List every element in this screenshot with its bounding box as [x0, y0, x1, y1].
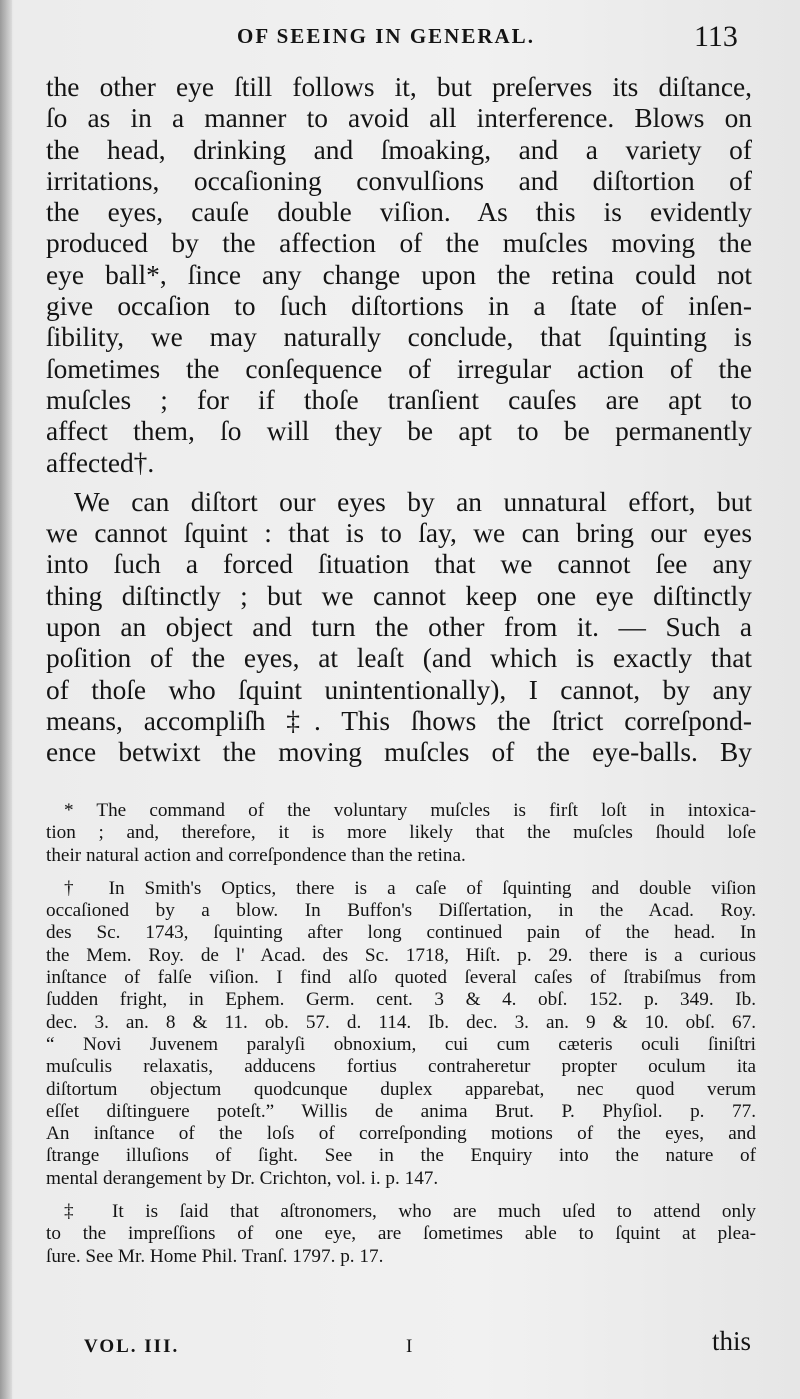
footnote-line: ſure. See Mr. Home Phil. Tranſ. 1797. p. 17.: [46, 1245, 384, 1267]
text-line: affected†.: [46, 447, 155, 478]
text-line: the eyes, cauſe double viſion. As this is evidently: [46, 197, 752, 228]
footnote-line: ſtrange illuſions of ſight. See in the Enquiry into the nature of: [46, 1145, 756, 1167]
text-line: eye ball*, ſince any change upon the retina could not: [46, 259, 752, 290]
footnote-line: An inſtance of the loſs of correſponding motions of the eyes, and: [46, 1123, 756, 1145]
footnote-line: des Sc. 1743, ſquinting after long continued pain of the head. In: [46, 922, 756, 944]
footnote-line: eſſet diſtinguere poteſt.” Willis de anima Brut. P. Phyſiol. p. 77.: [46, 1100, 756, 1122]
text-line: means, accompliſh ‡. This ſhows the ſtrict correſpond-: [46, 705, 752, 736]
text-line: ence betwixt the moving muſcles of the eye-balls. By: [46, 737, 752, 768]
text-line: the other eye ſtill follows it, but preſerves its diſtance,: [46, 72, 752, 102]
page-number: 113: [694, 20, 738, 53]
catchword: this: [712, 1326, 752, 1356]
text-line: muſcles ; for if thoſe tranſient cauſes are apt to: [46, 384, 752, 415]
paragraph-1: [46, 72, 752, 479]
text-line: produced by the affection of the muſcles moving the: [46, 228, 752, 259]
footnote-line: to the impreſſions of one eye, are ſometimes able to ſquint at plea-: [46, 1223, 756, 1245]
text-line: ſo as in a manner to avoid all interference. Blows on: [46, 103, 752, 134]
footnote-line: muſculis relaxatis, adducens fortius contraheretur propter oculum ita: [46, 1056, 756, 1078]
footnote-line: inſtance of falſe viſion. I find alſo quoted ſeveral caſes of ſtrabiſmus from: [46, 967, 756, 989]
footnote-line: dec. 3. an. 8 & 11. ob. 57. d. 114. Ib. dec. 3. an. 9 & 10. obſ. 67.: [46, 1011, 756, 1033]
volume-signature: VOL. III.: [84, 1336, 180, 1357]
text-line: we cannot ſquint : that is to ſay, we can bring our eyes: [46, 518, 752, 549]
text-line: thing diſtinctly ; but we cannot keep one eye diſtinctly: [46, 580, 752, 611]
binding-shadow: [0, 0, 12, 1399]
text-line: We can diſtort our eyes by an unnatural effort, but: [74, 486, 752, 517]
footnotes: [46, 800, 756, 1279]
footnote-line: mental derangement by Dr. Crichton, vol. i. p. 147.: [46, 1167, 439, 1189]
footnote-2: [46, 878, 756, 1190]
text-line: ſibility, we may naturally conclude, that ſquinting is: [46, 322, 752, 353]
footnote-line: * The command of the voluntary muſcles is firſt loſt in intoxica-: [64, 800, 756, 821]
footnote-line: ſudden fright, in Ephem. Germ. cent. 3 & 4. obſ. 152. p. 349. Ib.: [46, 989, 756, 1011]
footnote-line: † In Smith's Optics, there is a caſe of ſquinting and double viſion: [64, 877, 756, 899]
footnote-3: [46, 1201, 756, 1268]
text-line: of thoſe who ſquint unintentionally), I cannot, by any: [46, 674, 752, 705]
page-header: [0, 18, 800, 58]
paragraph-2: [46, 487, 752, 769]
footnote-line: diſtortum objectum quodcunque duplex apparebat, nec quod verum: [46, 1078, 756, 1100]
footnote-line: tion ; and, therefore, it is more likely that the muſcles ſhould loſe: [46, 822, 756, 844]
signature-mark: I: [406, 1336, 413, 1357]
main-text: [46, 72, 752, 769]
footnote-line: their natural action and correſpondence than the retina.: [46, 844, 466, 866]
footnote-line: the Mem. Roy. de l' Acad. des Sc. 1718, Hiſt. p. 29. there is a curious: [46, 944, 756, 966]
text-line: poſition of the eyes, at leaſt (and which is exactly that: [46, 643, 752, 674]
page-footer: [0, 1326, 800, 1366]
footnote-1: [46, 800, 756, 867]
footnote-line: ‡ It is ſaid that aſtronomers, who are much uſed to attend only: [64, 1201, 756, 1223]
text-line: ſometimes the conſequence of irregular action of the: [46, 353, 752, 384]
text-line: irritations, occaſioning convulſions and diſtortion of: [46, 165, 752, 196]
text-line: into ſuch a forced ſituation that we cannot ſee any: [46, 549, 752, 580]
footnote-line: “ Novi Juvenem paralyſi obnoxium, cui cum cæteris oculi ſiniſtri: [46, 1033, 756, 1055]
text-line: the head, drinking and ſmoaking, and a variety of: [46, 134, 752, 165]
footnote-line: occaſioned by a blow. In Buffon's Diſſertation, in the Acad. Roy.: [46, 900, 756, 922]
text-line: upon an object and turn the other from it. — Such a: [46, 612, 752, 643]
running-head: OF SEEING IN GENERAL.: [237, 24, 535, 48]
text-line: give occaſion to ſuch diſtortions in a ſtate of inſen-: [46, 291, 752, 322]
text-line: affect them, ſo will they be apt to be permanently: [46, 416, 752, 447]
